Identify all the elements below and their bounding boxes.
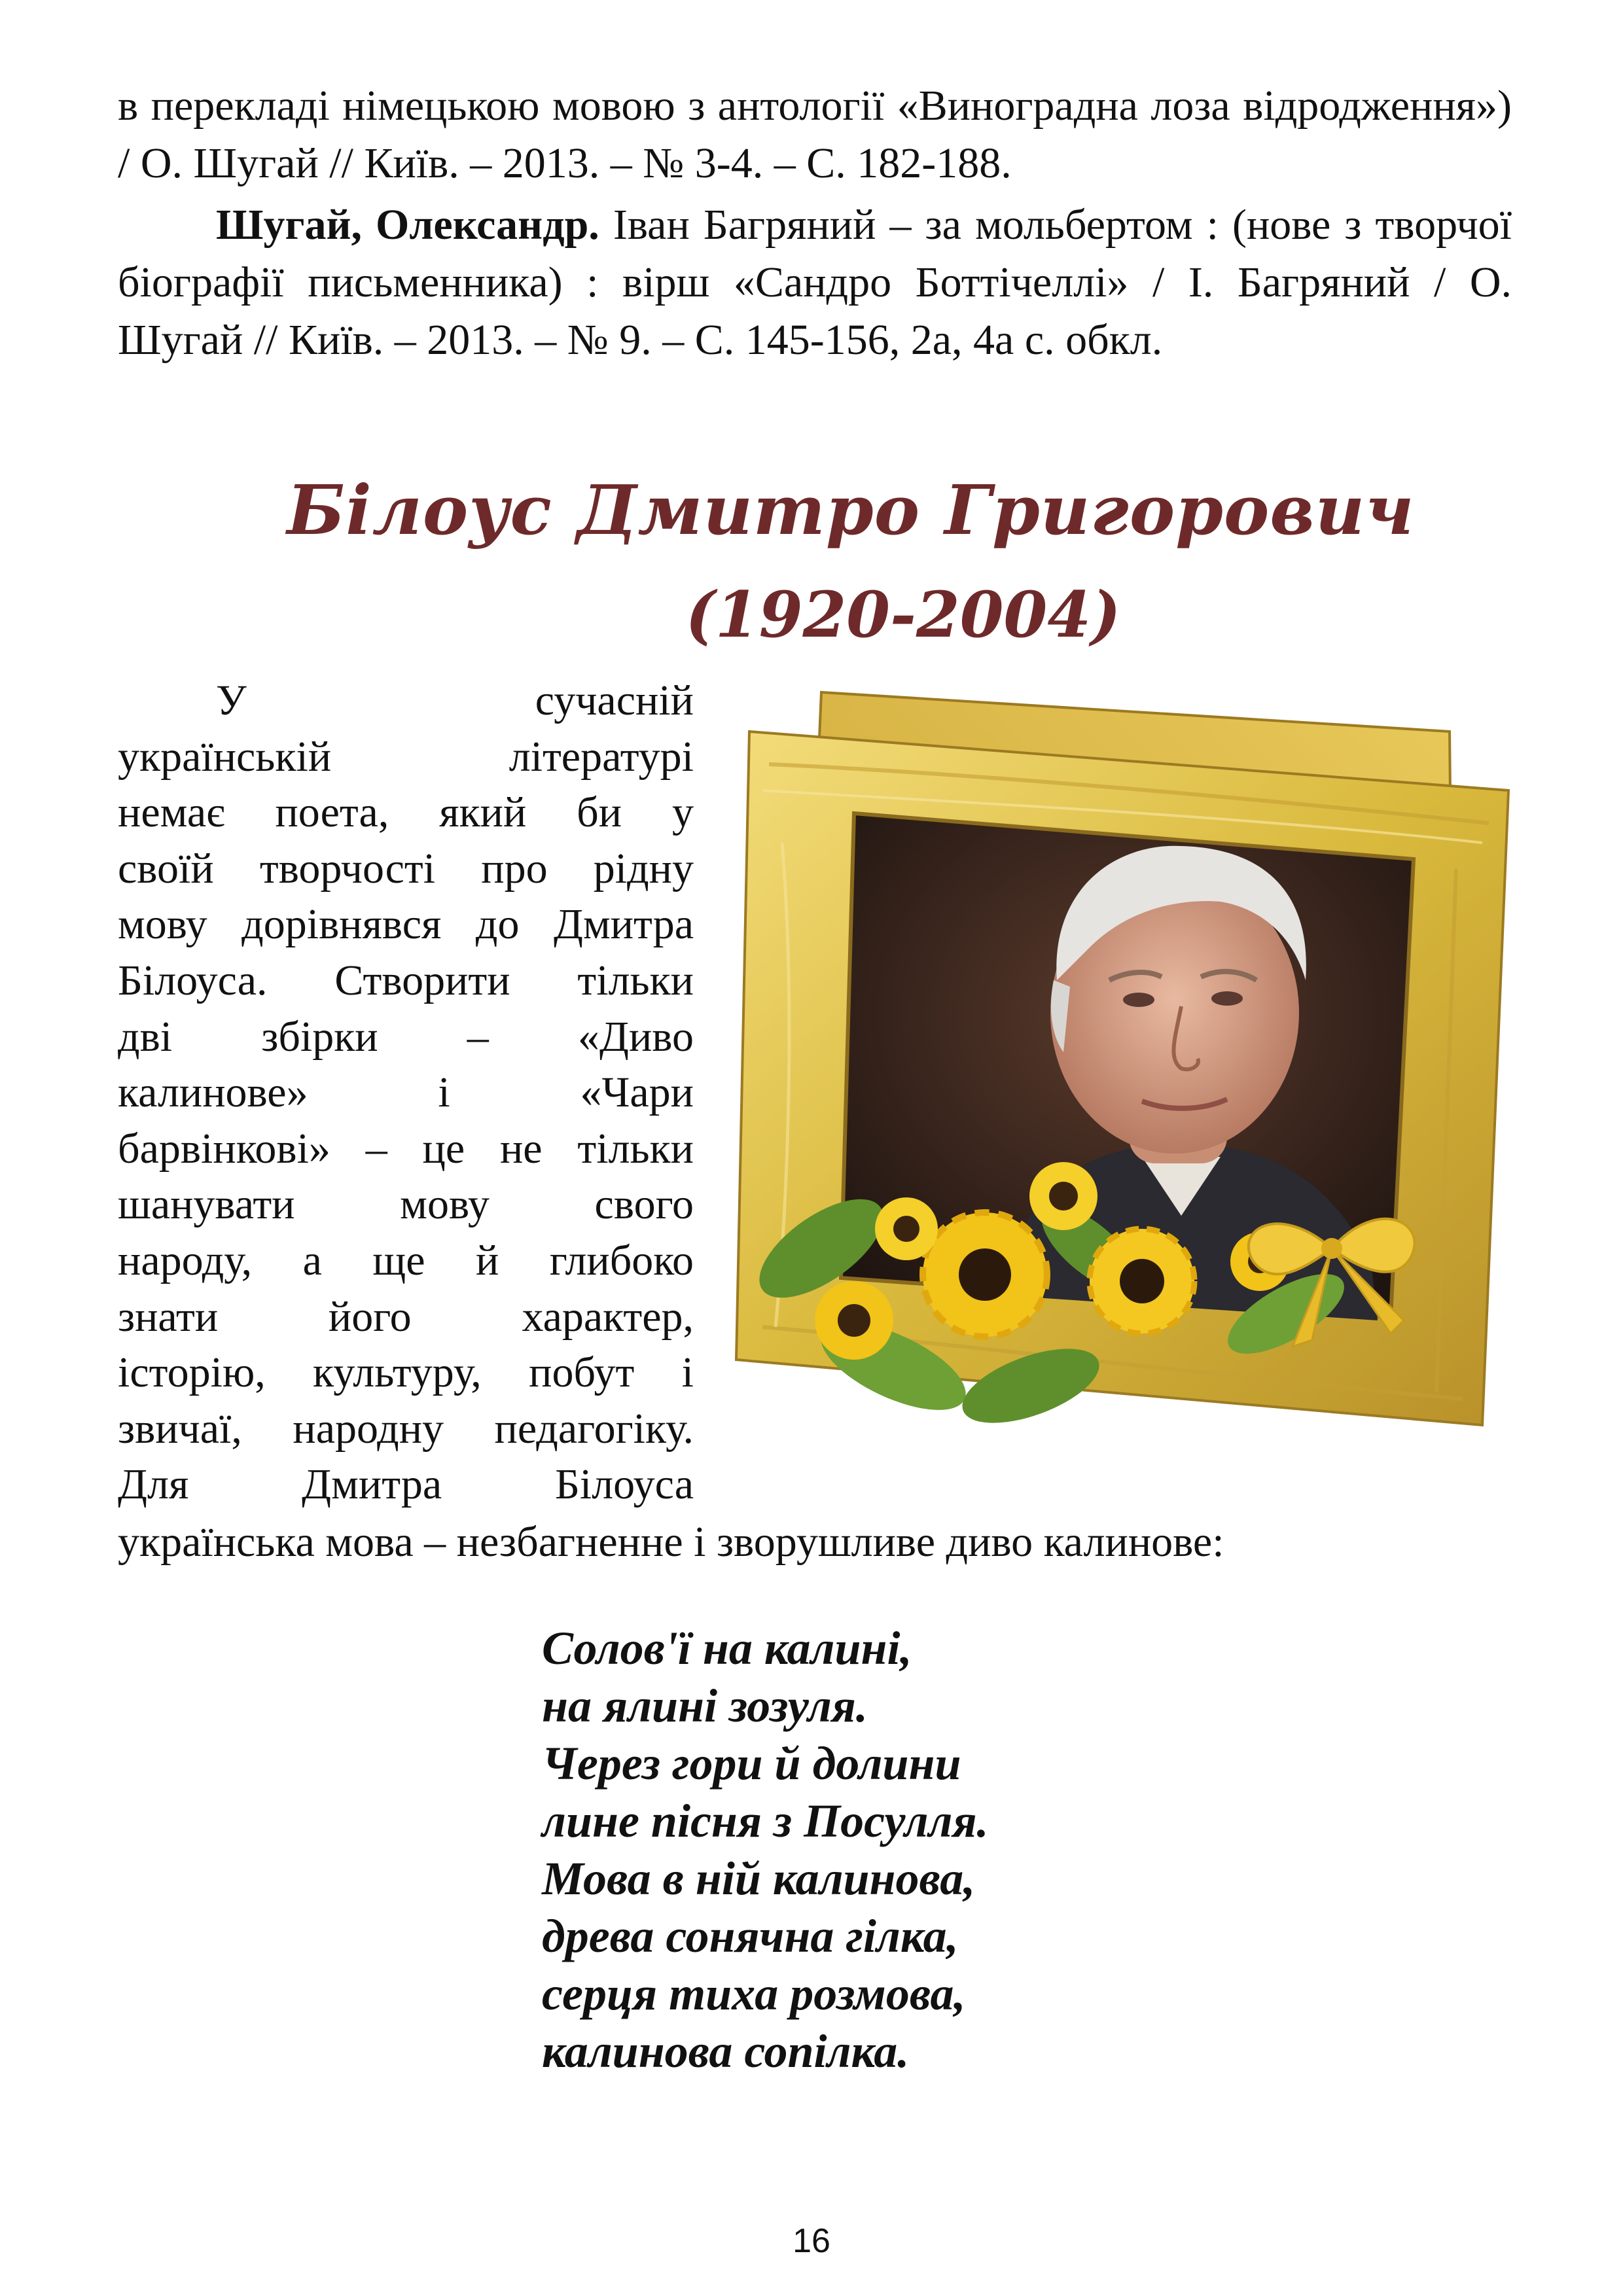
intro-line: своїй творчості про рідну	[118, 844, 694, 892]
intro-line: Для Дмитра Білоуса	[118, 1460, 694, 1509]
poem-line: калинова сопілка.	[542, 2025, 910, 2077]
intro-line: історію, культуру, побут і	[118, 1349, 694, 1397]
intro-line: дві збірки – «Диво	[118, 1012, 694, 1061]
intro-line: Білоуса. Створити тільки	[118, 956, 694, 1004]
bibliography-entry-2	[118, 196, 1512, 369]
intro-line: барвінкові» – це не тільки	[118, 1124, 694, 1173]
intro-line: калинове» і «Чари	[118, 1069, 694, 1117]
bibliography-entry-1-continuation: в перекладі німецькою мовою з антології «Виноградна лоза відродження») / О. Шугай // Київ. – 2013. – № 3-4. – С. 182-188.	[118, 82, 1512, 187]
intro-line: народу, а ще й глибоко	[118, 1236, 694, 1284]
poem-line: Солов'ї на калині,	[542, 1622, 912, 1674]
section-heading-name: Білоус Дмитро Григорович	[287, 470, 1415, 550]
bibliography-entry-2-author: Шугай, Олександр.	[216, 201, 599, 249]
intro-line: немає поета, який би у	[118, 788, 694, 837]
bibliography-entry-2-text: Іван Багряний – за мольбертом : (нове з творчої біографії письменника) : вірш «Сандро Боттічеллі» / І. Багряний / О. Шугай // Київ. – 2013. – № 9. – С. 145-156, 2а, 4а с. обкл.	[118, 201, 1512, 364]
framed-portrait-illustration	[723, 673, 1518, 1477]
page-number: 16	[793, 2222, 830, 2260]
poem-line: Мова в ній калинова,	[542, 1852, 976, 1905]
intro-line: звичаї, народну педагогіку.	[118, 1404, 694, 1453]
intro-line: У сучасній	[216, 677, 694, 724]
section-heading-years: (1920-2004)	[685, 578, 1121, 652]
poem	[542, 1619, 989, 2080]
poem-line: серця тиха розмова,	[542, 1968, 966, 2020]
intro-line: мову дорівнявся до Дмитра	[118, 900, 694, 949]
intro-last-line: українська мова – незбагненне і зворушливе диво калинове:	[118, 1518, 1224, 1566]
poem-line: на ялині зозуля.	[542, 1680, 868, 1732]
intro-line: українській літературі	[118, 732, 694, 781]
intro-line: знати його характер,	[118, 1292, 694, 1341]
poem-line: древа сонячна гілка,	[542, 1910, 959, 1962]
intro-paragraph	[118, 673, 694, 1513]
intro-line: шанувати мову свого	[118, 1180, 694, 1229]
poem-line: Через гори й долини	[542, 1737, 961, 1790]
poem-line: лине пісня з Посулля.	[542, 1795, 989, 1847]
